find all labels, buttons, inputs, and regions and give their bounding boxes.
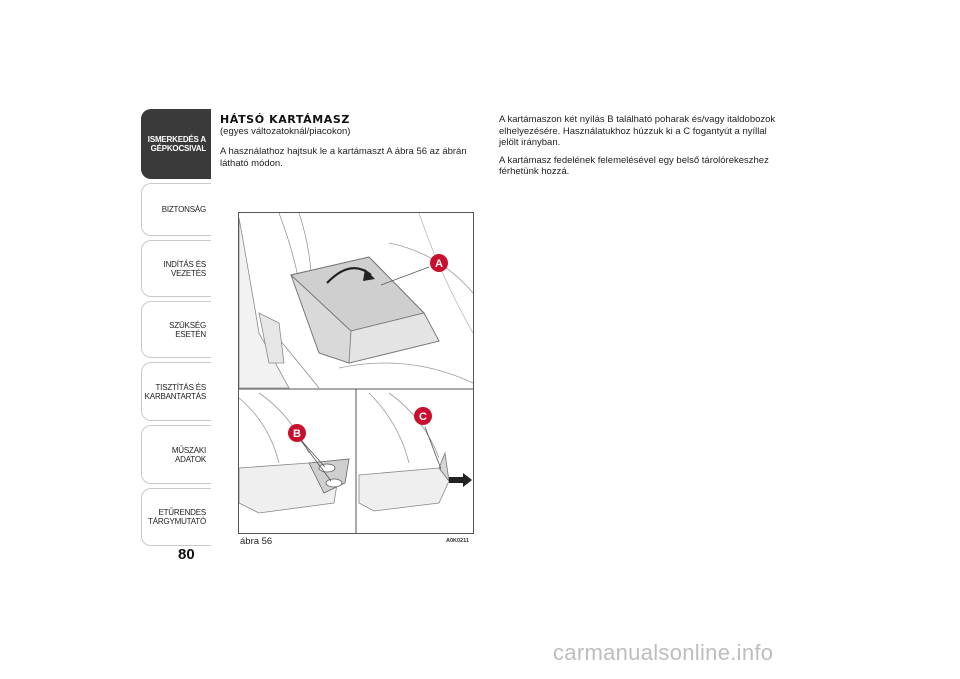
tab-label: ISMERKEDÉS A GÉPKOCSIVAL [147, 135, 206, 153]
tab-tisztitas-es-karbantartas[interactable] [141, 362, 211, 421]
section-paragraph: A használathoz hajtsuk le a kartámaszt A ábra 56 az ábrán látható módon. [220, 146, 467, 169]
tab-label: INDÍTÁS ÉS VEZETÉS [163, 259, 206, 278]
page-number: 80 [178, 546, 195, 563]
paragraph-storage: A kartámasz fedelének felemelésével egy belső tárolórekeszhez férhetünk hozzá. [499, 154, 769, 177]
armrest-illustration [239, 213, 473, 533]
label-b: B [293, 428, 301, 440]
cupholder-panel [239, 393, 349, 513]
section-title: HÁTSÓ KARTÁMASZ [220, 113, 351, 126]
tab-label: SZÜKSÉG ESETÉN [169, 320, 206, 339]
armrest-lowered-panel [239, 213, 473, 388]
tab-label: MŰSZAKI ADATOK [171, 445, 206, 464]
armrest-figure [238, 212, 474, 534]
tab-inditas-es-vezetes[interactable] [141, 240, 211, 297]
tab-muszaki-adatok[interactable] [141, 425, 211, 484]
handle-panel [359, 393, 472, 511]
right-column [499, 114, 784, 184]
label-c: C [419, 411, 427, 423]
watermark: carmanualsonline.info [553, 640, 774, 665]
tab-label: ETŰRENDES TÁRGYMUTATÓ [148, 508, 206, 526]
tab-label: TISZTÍTÁS ÉS KARBANTARTÁS [144, 382, 206, 401]
figure-caption: ábra 56 [240, 536, 273, 547]
paragraph-cupholders: A kartámaszon két nyílás B található poharak és/vagy italdobozok elhelyezésére. Használatukhoz húzzuk ki a C fogantyút a nyíllal jelölt irányban. [499, 114, 776, 148]
tab-label: BIZTONSÁG [161, 205, 206, 214]
tab-ismerkedes[interactable] [141, 109, 211, 179]
tab-biztonsag[interactable] [141, 183, 211, 236]
tab-szukseg-eseten[interactable] [141, 301, 211, 358]
section-subtitle: (egyes változatoknál/piacokon) [220, 126, 351, 137]
label-a: A [435, 258, 443, 270]
tab-targymutato[interactable] [141, 488, 211, 546]
figure-code: A0K0211 [446, 538, 469, 544]
